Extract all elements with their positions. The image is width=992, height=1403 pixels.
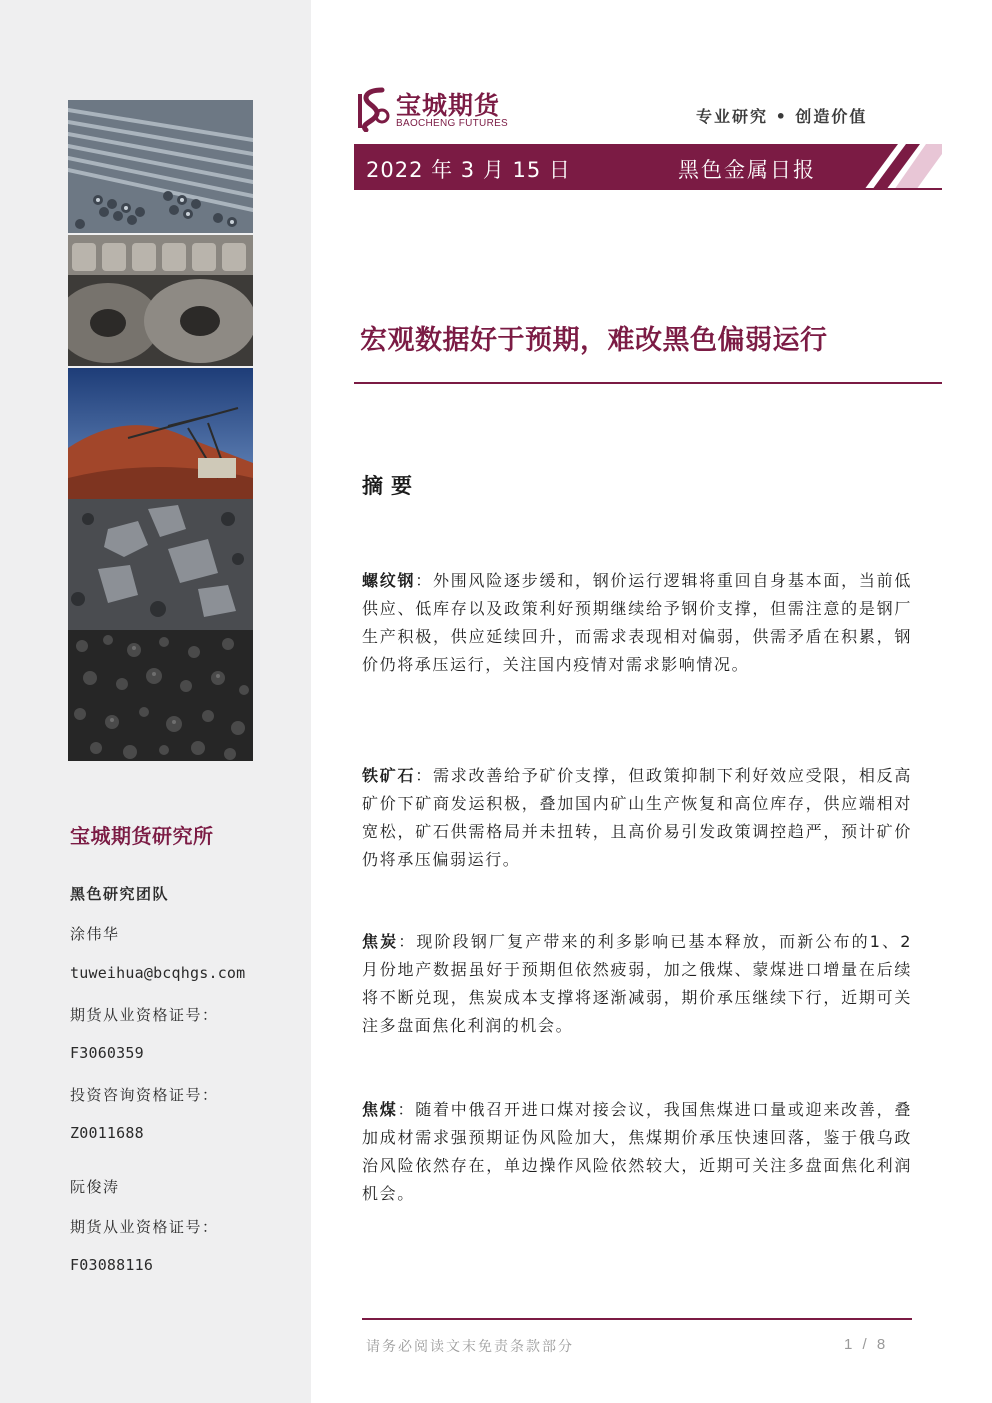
report-headline: 宏观数据好于预期，难改黑色偏弱运行 bbox=[360, 325, 828, 356]
analyst1-futures-cert: F3060359 bbox=[70, 1044, 144, 1062]
analyst2-name: 阮俊涛 bbox=[70, 1178, 120, 1196]
page-number: 1 / 8 bbox=[844, 1336, 889, 1353]
paragraph-text: ：随着中俄召开进口煤对接会议，我国焦煤进口量或迎来改善，叠加成材需求强预期证伪风险加大，焦煤期价承压快速回落，鉴于俄乌政治风险依然存在，单边操作风险依然较大，近期可关注多盘面焦化利润机会。 bbox=[362, 1100, 912, 1203]
rebar-photo bbox=[68, 100, 253, 233]
footer-divider bbox=[362, 1318, 912, 1320]
report-type: 黑色金属日报 bbox=[678, 158, 816, 182]
coking-coal-photo bbox=[68, 630, 253, 761]
coke-photo bbox=[68, 499, 253, 630]
company-logo bbox=[356, 86, 536, 132]
coke-paragraph bbox=[362, 928, 912, 1040]
iron-ore-paragraph bbox=[362, 762, 912, 874]
iron-ore-stacker-photo bbox=[68, 368, 253, 499]
invest-cert-label: 投资咨询资格证号： bbox=[70, 1086, 219, 1104]
analyst1-name: 涂伟华 bbox=[70, 925, 120, 943]
paragraph-lead: 铁矿石 bbox=[362, 766, 416, 785]
paragraph-lead: 焦煤 bbox=[362, 1100, 398, 1119]
date-banner bbox=[354, 144, 942, 190]
analyst1-invest-cert: Z0011688 bbox=[70, 1124, 144, 1142]
futures-cert-label-2: 期货从业资格证号： bbox=[70, 1218, 219, 1236]
sidebar bbox=[0, 0, 311, 1403]
rebar-paragraph bbox=[362, 567, 912, 679]
logo-english-name: BAOCHENG FUTURES bbox=[396, 118, 509, 129]
institute-name: 宝城期货研究所 bbox=[70, 824, 214, 848]
team-name: 黑色研究团队 bbox=[70, 885, 170, 903]
paragraph-lead: 螺纹钢 bbox=[362, 571, 416, 590]
slogan: 专业研究 • 创造价值 bbox=[696, 107, 868, 126]
report-date: 2022 年 3 月 15 日 bbox=[366, 158, 571, 182]
headline-divider bbox=[354, 382, 942, 384]
disclaimer-note: 请务必阅读文末免责条款部分 bbox=[366, 1339, 574, 1355]
coking-coal-paragraph bbox=[362, 1096, 912, 1208]
paragraph-lead: 焦炭 bbox=[362, 932, 399, 951]
futures-cert-label: 期货从业资格证号： bbox=[70, 1006, 219, 1024]
paragraph-text: ：现阶段钢厂复产带来的利多影响已基本释放，而新公布的1、2 月份地产数据虽好于预期但依然疲弱，加之俄煤、蒙煤进口增量在后续将不断兑现，焦炭成本支撑将逐渐减弱，期价承压继续下行，近期可关注多盘面焦化利润的机会。 bbox=[362, 932, 913, 1035]
paragraph-text: ：外围风险逐步缓和，钢价运行逻辑将重回自身基本面，当前低供应、低库存以及政策利好预期继续给予钢价支撑，但需注意的是钢厂生产积极，供应延续回升，而需求表现相对偏弱，供需矛盾在积累，钢价仍将承压运行，关注国内疫情对需求影响情况。 bbox=[362, 571, 912, 674]
abstract-heading: 摘要 bbox=[362, 473, 420, 498]
steel-coil-photo bbox=[68, 235, 253, 366]
analyst2-futures-cert: F03088116 bbox=[70, 1256, 154, 1274]
logo-chinese-name: 宝城期货 bbox=[396, 91, 501, 120]
analyst1-email[interactable]: tuweihua@bcqhgs.com bbox=[70, 964, 246, 982]
paragraph-text: ：需求改善给予矿价支撑，但政策抑制下利好效应受限，相反高矿价下矿商发运积极，叠加国内矿山生产恢复和高位库存，供应端相对宽松，矿石供需格局并未扭转，且高价易引发政策调控趋严，预计矿价仍将承压偏弱运行。 bbox=[362, 766, 912, 869]
logo-mark-icon bbox=[356, 86, 392, 132]
